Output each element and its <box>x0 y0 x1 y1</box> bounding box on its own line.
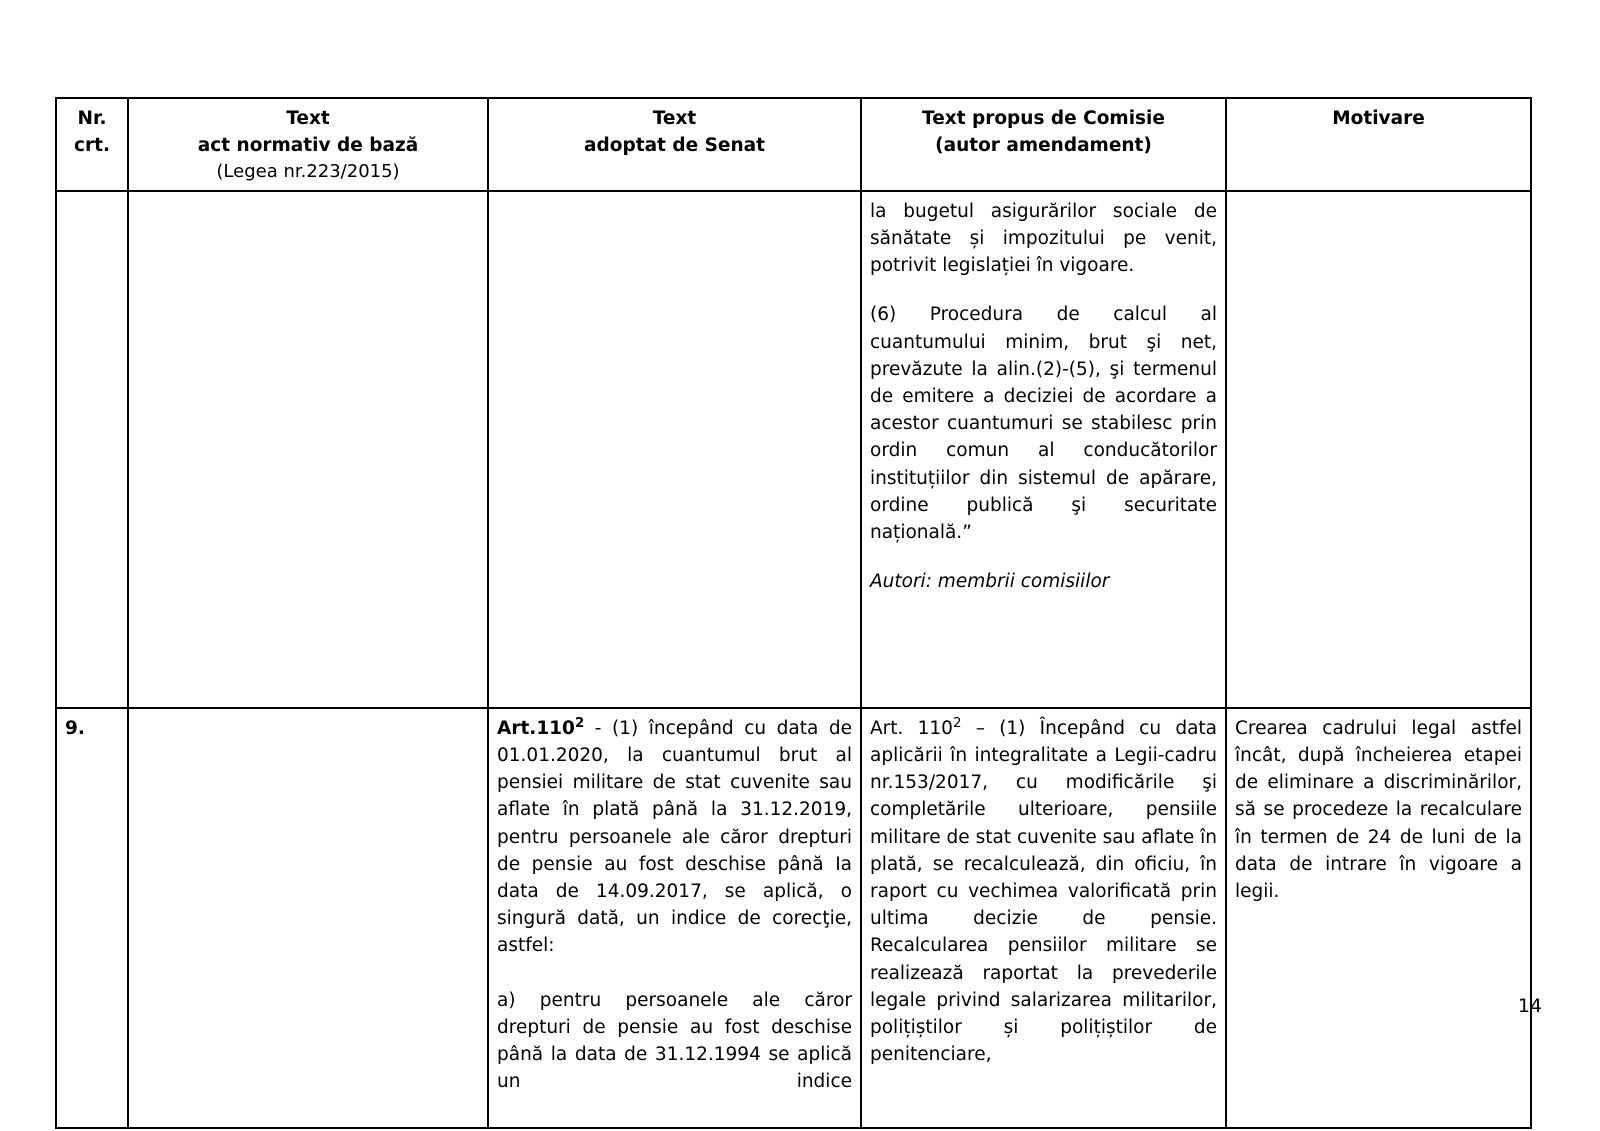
comisie-article-superscript: 2 <box>952 715 962 731</box>
row-comisie <box>861 191 1226 708</box>
table-body <box>56 191 1531 1128</box>
table-header <box>56 98 1531 191</box>
column-header-motivare <box>1226 98 1531 191</box>
column-header-comisie-line2: (autor amendament) <box>935 135 1152 157</box>
amendments-table <box>55 97 1532 1129</box>
row-act-normativ <box>128 191 488 708</box>
senat-article-label: Art.110 <box>497 717 575 739</box>
senat-paragraph <box>497 715 852 987</box>
comisie-paragraph <box>870 715 1217 1096</box>
column-header-nr-crt-line2: crt. <box>74 135 110 157</box>
column-header-nr-crt <box>56 98 128 191</box>
page-number: 14 <box>1517 995 1542 1017</box>
row-senat <box>488 708 861 1128</box>
column-header-comisie <box>861 98 1226 191</box>
row-senat <box>488 191 861 708</box>
comisie-article-label: Art. 110 <box>870 717 953 739</box>
row-nr-crt <box>56 191 128 708</box>
row-act-normativ <box>128 708 488 1128</box>
column-header-motivare-line1: Motivare <box>1332 108 1425 129</box>
column-header-act-normativ-sub: (Legea nr.223/2015) <box>216 161 400 183</box>
motivare-paragraph: Crearea cadrului legal astfel încât, după încheierea etapei de eliminare a discriminărilor, să se procedeze la recalculare în termen de 24 de luni de la data de intrare în vigoare a legii. <box>1235 717 1522 902</box>
comisie-paragraph: (6) Procedura de calcul al cuantumului minim, brut şi net, prevăzute la alin.(2)-(5), şi termenul de emitere a deciziei de acordare a acestor cuantumuri se stabilesc prin ordin comun al conducătorilor instituțiilor din sistemul de apărare, ordine publică şi securitate națională.” <box>870 304 1217 543</box>
comisie-authors: Autori: membrii comisiilor <box>870 571 1110 593</box>
table-row <box>56 191 1531 708</box>
senat-article-superscript: 2 <box>574 715 585 731</box>
column-header-act-normativ-line1: Text <box>286 108 330 129</box>
column-header-nr-crt-line1: Nr. <box>77 108 107 129</box>
column-header-act-normativ <box>128 98 488 191</box>
row-nr-crt: 9. <box>56 708 128 1128</box>
row-motivare <box>1226 191 1531 708</box>
comisie-paragraph-text: – (1) Începând cu data aplicării în integralitate a Legii-cadru nr.153/2017, cu modificările şi completările ulterioare, pensiile militare de stat cuvenite sau aflate în plată, se recalculează, din oficiu, în raport cu vechimea valorificată prin ultima decizie de pensie. Recalcularea pensiilor militare se realizează raportat la prevederile legale privind salarizarea militarilor, polițiștilor și polițiștilor de penitenciare, <box>870 717 1217 1066</box>
table-row <box>56 708 1531 1128</box>
column-header-comisie-line1: Text propus de Comisie <box>922 108 1165 129</box>
column-header-senat <box>488 98 861 191</box>
senat-paragraph-text: - (1) începând cu data de 01.01.2020, la cuantumul brut al pensiei militare de stat cuvenite sau aflate în plată până la 31.12.2019, pentru persoanele ale căror drepturi de pensie au fost deschise până Ia data de 14.09.2017, se aplică, o singură dată, un indice de corecţie, astfel: <box>497 717 852 957</box>
row-comisie <box>861 708 1226 1128</box>
comisie-paragraph: la bugetul asigurărilor sociale de sănătate și impozitului pe venit, potrivit legislației în vigoare. <box>870 200 1217 277</box>
column-header-senat-line1: Text <box>652 108 697 129</box>
column-header-act-normativ-line2: act normativ de bază <box>197 135 419 157</box>
row-motivare <box>1226 708 1531 1128</box>
column-header-senat-line2: adoptat de Senat <box>584 135 765 157</box>
table-header-row <box>56 98 1531 191</box>
senat-paragraph-b: a) pentru persoanele ale căror drepturi de pensie au fost deschise până la data de 31.12.1994 se aplică un indice <box>497 989 852 1093</box>
